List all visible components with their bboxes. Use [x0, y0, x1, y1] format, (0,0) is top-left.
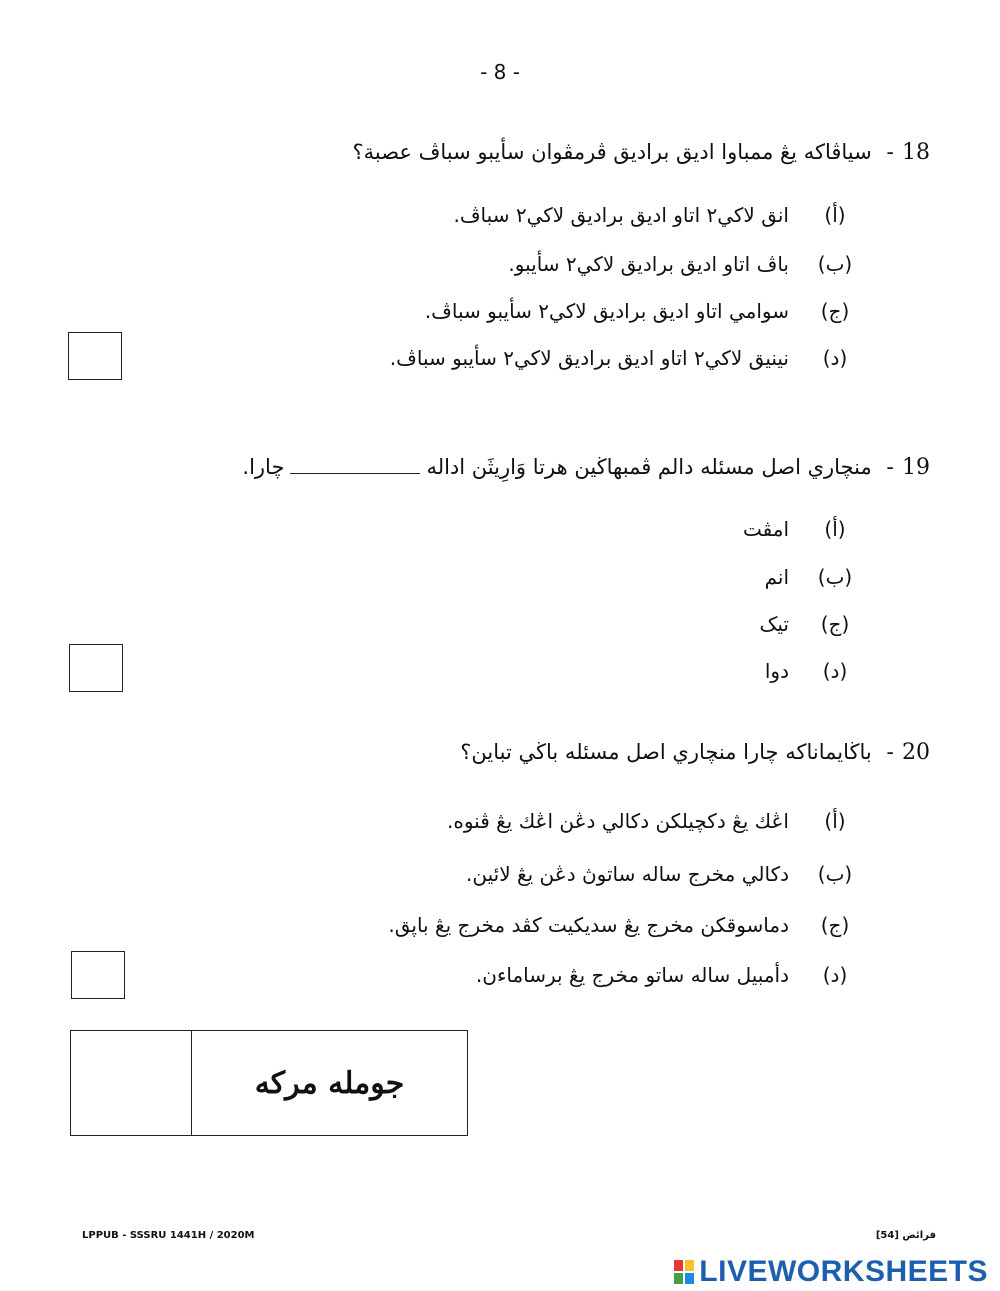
total-marks-table: [70, 1030, 468, 1136]
question-text: سياڤاكه يڠ ممباوا اديق براديق ڤرمڤوان سأيبو سباڤ عصبة؟: [352, 140, 872, 164]
option-19-b[interactable]: [765, 565, 855, 589]
option-label: (أ): [824, 203, 846, 227]
option-20-b[interactable]: [466, 862, 855, 886]
logo-block: [674, 1273, 683, 1284]
question-text: منچاري اصل مسئله دالم ڤمبهاڬين هرتا وَارِيثَن اداله: [426, 455, 872, 479]
option-label: (ب): [817, 252, 853, 276]
option-text: انم: [764, 565, 789, 589]
option-label: (د): [822, 659, 848, 683]
option-19-d[interactable]: [765, 659, 855, 683]
option-20-d[interactable]: [476, 963, 855, 987]
logo-block: [685, 1260, 694, 1271]
option-text: باڤ اتاو اديق براديق لاكي٢ سأيبو.: [508, 252, 789, 276]
answer-box-20[interactable]: [71, 951, 125, 999]
option-label: (ج): [820, 612, 850, 636]
footer-subject: فرائض [54]: [875, 1230, 936, 1241]
option-label: (ج): [820, 913, 850, 937]
question-text-end: چارا.: [242, 455, 285, 479]
question-dash: -: [886, 740, 894, 764]
fill-blank: [290, 473, 420, 474]
total-marks-label: جوملە مركە: [254, 1065, 405, 1101]
option-18-d[interactable]: [390, 346, 855, 370]
answer-box-19[interactable]: [69, 644, 123, 692]
logo-block: [685, 1273, 694, 1284]
option-text: اڠك يڠ دكچيلكن دكالي دڠن اڠك يڠ ڤنوه.: [447, 809, 789, 833]
total-marks-input[interactable]: [71, 1031, 192, 1135]
option-text: نينيق لاكي٢ اتاو اديق براديق لاكي٢ سأيبو سباڤ.: [389, 346, 789, 370]
question-number: 19: [902, 455, 930, 480]
question-20: [460, 740, 930, 765]
option-label: (د): [822, 963, 848, 987]
question-number: 20: [902, 740, 930, 765]
option-18-a[interactable]: [453, 203, 855, 227]
option-text: سوامي اتاو اديق براديق لاكي٢ سأيبو سباڤ.: [424, 299, 789, 323]
option-20-a[interactable]: [447, 809, 855, 833]
question-dash: -: [886, 455, 894, 479]
option-text: امڤت: [742, 517, 789, 541]
option-label: (أ): [824, 517, 846, 541]
option-text: انق لاكي٢ اتاو اديق براديق لاكي٢ سباڤ.: [453, 203, 789, 227]
page-number: - 8 -: [480, 60, 520, 84]
logo-block: [674, 1260, 683, 1271]
option-label: (ب): [817, 862, 853, 886]
option-label: (ج): [820, 299, 850, 323]
question-number: 18: [902, 140, 930, 165]
option-text: دماسوقكن مخرج يڠ سديکيت کڤد مخرج يڠ باپق.: [388, 913, 789, 937]
option-19-c[interactable]: [759, 612, 855, 636]
option-20-c[interactable]: [388, 913, 855, 937]
option-text: تيک: [759, 612, 789, 636]
option-18-c[interactable]: [425, 299, 855, 323]
liveworksheets-logo: [674, 1255, 988, 1289]
liveworksheets-icon: [674, 1260, 694, 1284]
question-18: [352, 140, 930, 165]
answer-box-18[interactable]: [68, 332, 122, 380]
question-19: [242, 455, 930, 480]
brand-name: LIVEWORKSHEETS: [699, 1255, 988, 1288]
question-dash: -: [886, 140, 894, 164]
option-text: دأمبيل ساله ساتو مخرج يڠ برساماءن.: [475, 963, 789, 987]
footer-code: LPPUB - SSSRU 1441H / 2020M: [82, 1230, 255, 1241]
question-text: باڬايماناكه چارا منچاري اصل مسئله باڬي تباين؟: [460, 740, 872, 764]
option-text: دكالي مخرج ساله ساتوڽ دڠن يڠ لائين.: [466, 862, 789, 886]
option-text: دوا: [764, 659, 789, 683]
option-label: (د): [822, 346, 848, 370]
option-label: (أ): [824, 809, 846, 833]
option-19-a[interactable]: [743, 517, 855, 541]
option-18-b[interactable]: [508, 252, 855, 276]
option-label: (ب): [817, 565, 853, 589]
